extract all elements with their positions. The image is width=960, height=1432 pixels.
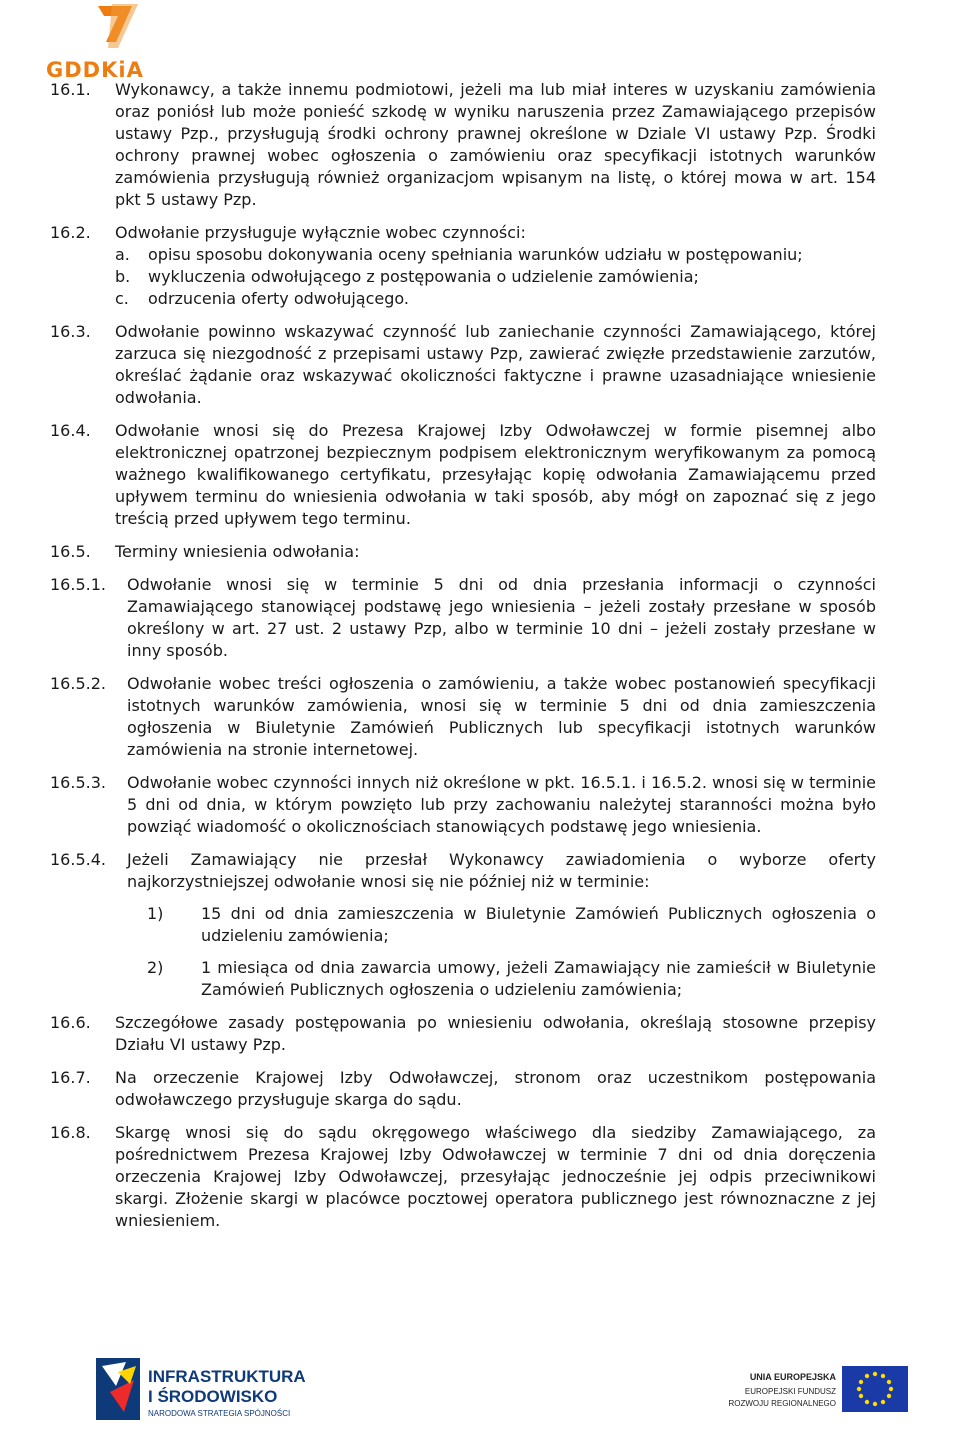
section-text: Terminy wniesienia odwołania: [115, 542, 360, 561]
section-number: 16.5.1. [50, 575, 106, 594]
numbered-list [127, 903, 876, 1001]
list-label: a. [115, 245, 130, 264]
list-item [115, 288, 876, 310]
section-number: 16.4. [50, 421, 91, 440]
eu-logo-line3: ROZWOJU REGIONALNEGO [728, 1399, 836, 1408]
list-text: 15 dni od dnia zamieszczenia w Biuletynie Zamówień Publicznych ogłoszenia o udzieleniu zamówienia; [201, 904, 876, 945]
section-number: 16.7. [50, 1068, 91, 1087]
section-16-3 [50, 321, 876, 409]
list-item [147, 957, 876, 1001]
section-16-5-2 [50, 673, 876, 761]
eu-logo-line1: UNIA EUROPEJSKA [749, 1372, 836, 1382]
eu-logo-line2: EUROPEJSKI FUNDUSZ [744, 1387, 836, 1396]
section-text: Wykonawcy, a także innemu podmiotowi, jeżeli ma lub miał interes w uzyskaniu zamówienia oraz poniósł lub może ponieść szkodę w wyniku naruszenia przez Zamawiającego przepisów ustawy Pzp., przysługują środki ochrony prawnej określone w Dziale VI ustawy Pzp. Środki ochrony prawnej wobec ogłoszenia o zamówieniu oraz specyfikacji istotnych warunków zamówienia przysługują również organizacjom wpisanym na listę, o której mowa w art. 154 pkt 5 ustawy Pzp. [115, 80, 876, 209]
is-logo-line2: I ŚRODOWISKO [148, 1387, 278, 1406]
section-text: Jeżeli Zamawiający nie przesłał Wykonawcy zawiadomienia o wyborze oferty najkorzystniejszej odwołanie wnosi się nie później niż w terminie: [127, 850, 876, 891]
alpha-list [115, 244, 876, 310]
gddkia-logo [46, 2, 176, 80]
section-16-5-3 [50, 772, 876, 838]
list-text: opisu sposobu dokonywania oceny spełniania warunków udziału w postępowaniu; [148, 245, 803, 264]
section-number: 16.3. [50, 322, 91, 341]
section-16-1 [50, 79, 876, 211]
is-logo-line1: INFRASTRUKTURA [148, 1367, 306, 1386]
section-16-8 [50, 1122, 876, 1232]
list-label: b. [115, 267, 131, 286]
list-item [115, 244, 876, 266]
page-footer [0, 1352, 960, 1432]
section-number: 16.2. [50, 223, 91, 242]
is-emblem-icon [96, 1352, 316, 1424]
section-text: Odwołanie przysługuje wyłącznie wobec czynności: [115, 223, 526, 242]
section-number: 16.5.3. [50, 773, 106, 792]
section-number: 16.6. [50, 1013, 91, 1032]
section-text: Szczegółowe zasady postępowania po wniesieniu odwołania, określają stosowne przepisy Działu VI ustawy Pzp. [115, 1013, 876, 1054]
section-16-5-1 [50, 574, 876, 662]
section-16-7 [50, 1067, 876, 1111]
section-number: 16.5. [50, 542, 91, 561]
list-text: wykluczenia odwołującego z postępowania o udzielenie zamówienia; [148, 267, 699, 286]
section-number: 16.1. [50, 80, 91, 99]
section-text: Na orzeczenie Krajowej Izby Odwoławczej, stronom oraz uczestnikom postępowania odwoławczego przysługuje skarga do sądu. [115, 1068, 876, 1109]
section-number: 16.5.4. [50, 850, 106, 869]
section-number: 16.5.2. [50, 674, 106, 693]
gddkia-emblem-icon [46, 2, 176, 62]
eu-flag-icon [726, 1362, 912, 1418]
section-text: Odwołanie wobec czynności innych niż określone w pkt. 16.5.1. i 16.5.2. wnosi się w terminie 5 dni od dnia, w którym powzięto lub przy zachowaniu należytej staranności można było powziąć wiadomość o okolicznościach stanowiących podstawę jego wniesienia. [127, 773, 876, 836]
section-number: 16.8. [50, 1123, 91, 1142]
section-text: Odwołanie powinno wskazywać czynność lub zaniechanie czynności Zamawiającego, której zarzuca się niezgodność z przepisami ustawy Pzp, zawierać zwięzłe przedstawienie zarzutów, określać żądanie oraz wskazywać okoliczności faktyczne i prawne uzasadniające wniesienie odwołania. [115, 322, 876, 407]
section-text: Skargę wnosi się do sądu okręgowego właściwego dla siedziby Zamawiającego, za pośrednictwem Prezesa Krajowej Izby Odwoławczej w terminie 7 dni od dnia doręczenia orzeczenia Krajowej Izby Odwoławczej, przesyłając jednocześnie jej odpis przeciwnikowi skargi. Złożenie skargi w placówce pocztowej operatora publicznego jest równoznaczne z jej wniesieniem. [115, 1123, 876, 1230]
list-item [147, 903, 876, 947]
section-16-5 [50, 541, 876, 563]
section-text: Odwołanie wobec treści ogłoszenia o zamówieniu, a także wobec postanowień specyfikacji istotnych warunków zamówienia, wnosi się w terminie 5 dni od dnia zamieszczenia ogłoszenia w Biuletynie Zamówień Publicznych lub specyfikacji istotnych warunków zamówienia na stronie internetowej. [127, 674, 876, 759]
infrastruktura-srodowisko-logo [96, 1352, 316, 1424]
eu-fund-logo [726, 1362, 912, 1418]
section-16-6 [50, 1012, 876, 1056]
list-text: 1 miesiąca od dnia zawarcia umowy, jeżeli Zamawiający nie zamieścił w Biuletynie Zamówień Publicznych ogłoszenia o udzieleniu zamówienia; [201, 958, 876, 999]
list-label: c. [115, 289, 129, 308]
is-logo-line3: NARODOWA STRATEGIA SPÓJNOŚCI [148, 1409, 291, 1418]
section-text: Odwołanie wnosi się w terminie 5 dni od dnia przesłania informacji o czynności Zamawiającego stanowiącej podstawę jego wniesienia – jeżeli zostały przesłane w sposób określony w art. 27 ust. 2 ustawy Pzp, albo w terminie 10 dni – jeżeli zostały przesłane w inny sposób. [127, 575, 876, 660]
gddkia-logo-text: GDDKiA [46, 58, 144, 82]
document-body [50, 79, 876, 1243]
section-16-2 [50, 222, 876, 310]
list-text: odrzucenia oferty odwołującego. [148, 289, 409, 308]
list-label: 2) [147, 958, 164, 977]
section-text: Odwołanie wnosi się do Prezesa Krajowej Izby Odwoławczej w formie pisemnej albo elektronicznej opatrzonej bezpiecznym podpisem elektronicznym weryfikowanym za pomocą ważnego kwalifikowanego certyfikatu, przesyłając kopię odwołania Zamawiającemu przed upływem terminu do wniesienia odwołania w taki sposób, aby mógł on zapoznać się z jego treścią przed upływem tego terminu. [115, 421, 876, 528]
section-16-5-4 [50, 849, 876, 1001]
list-label: 1) [147, 904, 164, 923]
section-16-4 [50, 420, 876, 530]
list-item [115, 266, 876, 288]
